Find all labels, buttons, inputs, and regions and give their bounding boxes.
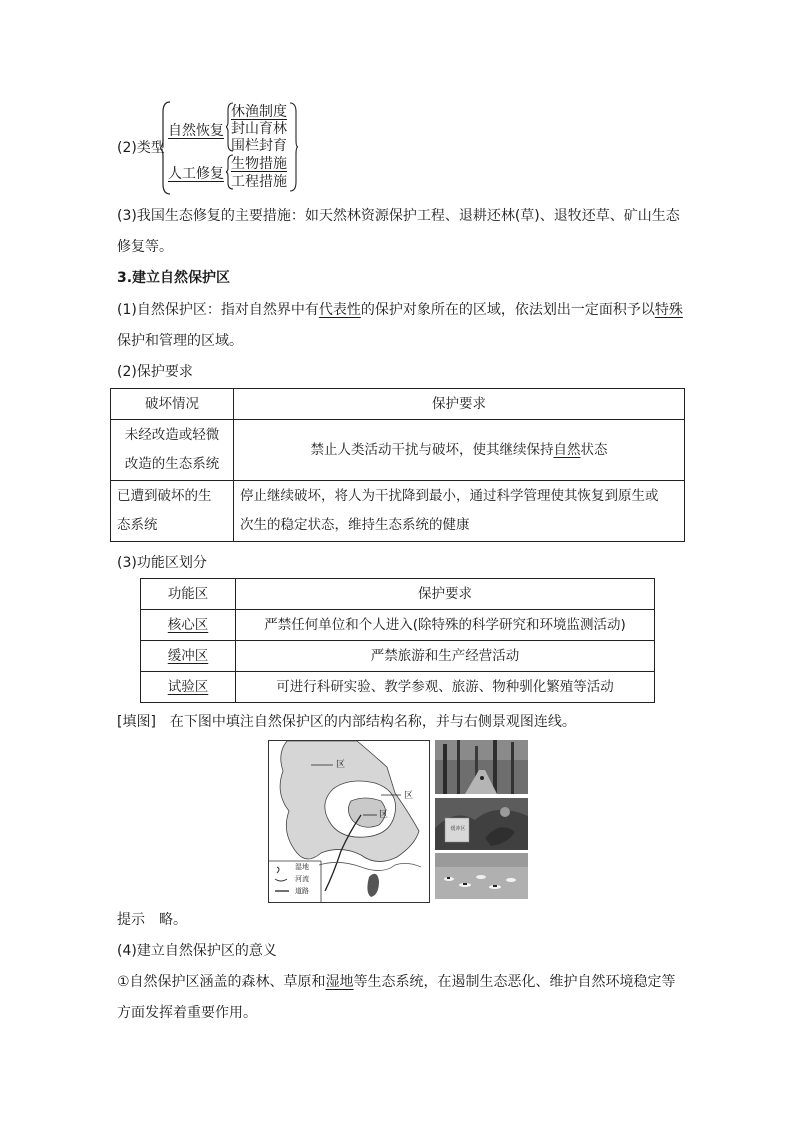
- table-row: [141, 641, 655, 672]
- artificial-repair-label: 人工修复: [168, 166, 224, 182]
- table-row: [111, 420, 685, 481]
- sign-photo-drawing: [435, 798, 528, 850]
- natural-item-1: 封山育林: [231, 121, 287, 137]
- table-cell: 可进行科研实验、教学参观、旅游、物种驯化繁殖等活动: [236, 672, 655, 703]
- header-cell: 保护要求: [234, 389, 685, 420]
- artificial-item-1: 工程措施: [231, 174, 287, 190]
- req-title: (2)保护要求: [117, 364, 193, 380]
- types-label: (2)类型: [117, 140, 165, 156]
- table-cell: 禁止人类活动干扰与破坏，使其继续保持自然状态: [234, 420, 685, 481]
- natural-item-0: 休渔制度: [231, 104, 287, 120]
- artificial-item-0: 生物措施: [231, 156, 287, 172]
- header-cell: 破坏情况: [111, 389, 234, 420]
- significance-line-1: [117, 972, 676, 992]
- significance-underline: 湿地: [325, 974, 354, 990]
- measures-line-1: (3)我国生态修复的主要措施：如天然林资源保护工程、退耕还林(草)、退牧还草、矿山生态: [117, 208, 680, 224]
- zones-table: [140, 578, 655, 703]
- forest-photo: [435, 740, 528, 794]
- sign-text: 缓冲区: [450, 826, 466, 832]
- zone-cell: 试验区: [141, 672, 236, 703]
- legend-wetland: 湿地: [295, 863, 309, 871]
- table-cell: 停止继续破坏，将人为干扰降到最小，通过科学管理使其恢复到原生或 次生的稳定状态，维持生态系统的健康: [234, 481, 685, 542]
- table-row: [111, 481, 685, 542]
- definition-line-2: 保护和管理的区域。: [117, 333, 243, 349]
- zone-title: (3)功能区划分: [117, 555, 207, 571]
- section-title: 3.建立自然保护区: [117, 270, 231, 286]
- table-row: [141, 672, 655, 703]
- definition-line-1: [117, 300, 683, 320]
- definition-underline-2: 特殊: [654, 302, 683, 318]
- natural-recovery-label: 自然恢复: [168, 123, 224, 139]
- significance-text-a: ①自然保护区涵盖的森林、草原和: [117, 974, 326, 990]
- significance-line-2: 方面发挥着重要作用。: [117, 1005, 257, 1021]
- birds-photo-drawing: [435, 853, 528, 899]
- table-cell: 严禁旅游和生产经营活动: [236, 641, 655, 672]
- table-cell: 未经改造或轻微 改造的生态系统: [111, 420, 234, 481]
- forest-photo-drawing: [435, 740, 528, 794]
- table-cell: 已遭到破坏的生 态系统: [111, 481, 234, 542]
- requirements-table: [110, 388, 685, 542]
- definition-underline-1: 代表性: [318, 302, 361, 318]
- measures-line-2: 修复等。: [117, 239, 173, 255]
- significance-title: (4)建立自然保护区的意义: [117, 943, 277, 959]
- sign-photo: [435, 798, 528, 850]
- definition-text-b: 的保护对象所在的区域，依法划出一定面积予以: [360, 302, 655, 318]
- definition-text-a: (1)自然保护区：指对自然界中有: [117, 302, 319, 318]
- table-header-row: [111, 389, 685, 420]
- significance-text-b: 等生态系统，在遏制生态恶化、维护自然环境稳定等: [353, 974, 676, 990]
- reserve-map: [268, 740, 430, 903]
- natural-item-2: 围栏封育: [231, 138, 287, 154]
- outer-right-brace: [289, 102, 299, 192]
- table-cell: 严禁任何单位和个人进入(除特殊的科学研究和环境监测活动): [236, 610, 655, 641]
- zone-blank-middle: 区: [404, 791, 414, 801]
- reserve-map-drawing: [269, 741, 429, 902]
- header-cell: 保护要求: [236, 579, 655, 610]
- zone-blank-core: 区: [379, 810, 389, 820]
- zone-cell: 核心区: [141, 610, 236, 641]
- header-cell: 功能区: [141, 579, 236, 610]
- legend-road: 道路: [295, 887, 309, 895]
- zone-cell: 缓冲区: [141, 641, 236, 672]
- hint: 提示 略。: [117, 912, 187, 928]
- table-header-row: [141, 579, 655, 610]
- legend-river: 河流: [295, 875, 309, 883]
- fill-task: [填图] 在下图中填注自然保护区的内部结构名称，并与右侧景观图连线。: [117, 714, 576, 730]
- zone-blank-outer: 区: [336, 760, 346, 770]
- table-row: [141, 610, 655, 641]
- birds-photo: [435, 853, 528, 899]
